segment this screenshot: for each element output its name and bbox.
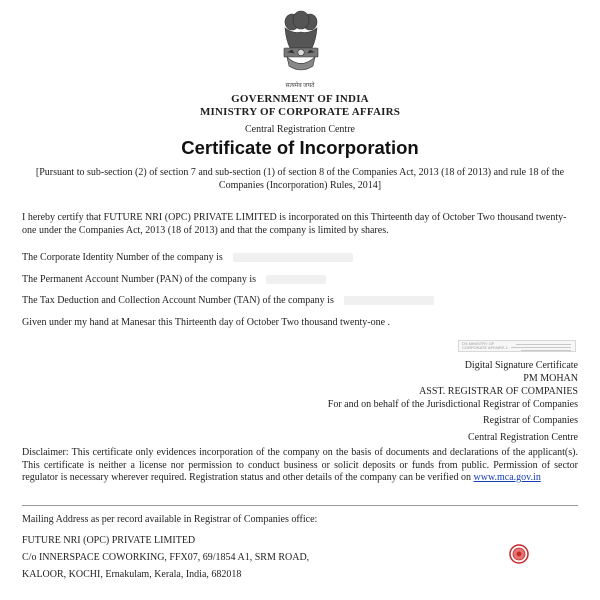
centre-subheading: Central Registration Centre [245, 124, 355, 135]
mailing-address-heading: Mailing Address as per record available in Registrar of Companies office: [22, 514, 318, 525]
on-behalf-line: For and on behalf of the Jurisdictional Registrar of Companies [327, 399, 578, 410]
pan-label: The Permanent Account Number (PAN) of the company is [22, 274, 257, 285]
address-company: FUTURE NRI (OPC) PRIVATE LIMITED [22, 535, 196, 546]
national-emblem-icon [276, 10, 326, 80]
dsc-label: Digital Signature Certificate [464, 360, 578, 371]
cin-redacted-value [233, 253, 353, 262]
government-heading: GOVERNMENT OF INDIA [231, 93, 369, 105]
stamp-text: DS MINISTRY OF CORPORATE AFFAIRS 1 [462, 341, 508, 350]
red-seal-icon [509, 544, 529, 564]
disclaimer [22, 447, 578, 485]
ministry-heading: MINISTRY OF CORPORATE AFFAIRS [199, 106, 401, 118]
signatory-designation: ASST. REGISTRAR OF COMPANIES [419, 386, 578, 397]
registrar-line: Registrar of Companies [483, 415, 578, 426]
pursuant-clause: [Pursuant to sub-section (2) of section 7 and sub-section (1) of section 8 of the Companies Act, 2013 (18 of 2013) and rule 18 of the Companies (Incorporation) Rules, 2014] [35, 167, 565, 191]
cin-line [22, 251, 578, 264]
address-city: KALOOR, KOCHI, Ernakulam, Kerala, India, 682018 [22, 569, 242, 580]
pan-line [22, 273, 578, 286]
tan-redacted-value [344, 296, 434, 305]
tan-line [22, 294, 578, 307]
pan-redacted-value [266, 275, 326, 284]
disclaimer-text: Disclaimer: This certificate only evidences incorporation of the company on the basis of documents and declarations of the applicant(s). This certificate is neither a license nor permission to conduct business or solicit deposits or funds from public. Permission of sector regulator is necessary wherever required. Registration status and other details of the company can be verified on [22, 447, 578, 483]
emblem-motto: सत्यमेव जयते [285, 83, 315, 89]
digital-signature-stamp [458, 340, 576, 352]
certify-paragraph: I hereby certify that FUTURE NRI (OPC) PRIVATE LIMITED is incorporated on this Thirteenth day of October Two thousand twenty-one under the Companies Act, 2013 (18 of 2013) and that the company is limited by shares. [22, 212, 567, 236]
centre-line: Central Registration Centre [468, 432, 578, 443]
given-under-hand: Given under my hand at Manesar this Thirteenth day of October Two thousand twenty-one . [22, 317, 391, 328]
cin-label: The Corporate Identity Number of the company is [22, 252, 223, 263]
mca-link[interactable]: www.mca.gov.in [473, 472, 541, 483]
tan-label: The Tax Deduction and Collection Account Number (TAN) of the company is [22, 295, 334, 306]
certificate-title: Certificate of Incorporation [181, 137, 419, 158]
divider [22, 505, 578, 506]
signatory-name: PM MOHAN [523, 373, 578, 384]
address-street: C/o INNERSPACE COWORKING, FFX07, 69/1854 A1, SRM ROAD, [22, 552, 310, 563]
